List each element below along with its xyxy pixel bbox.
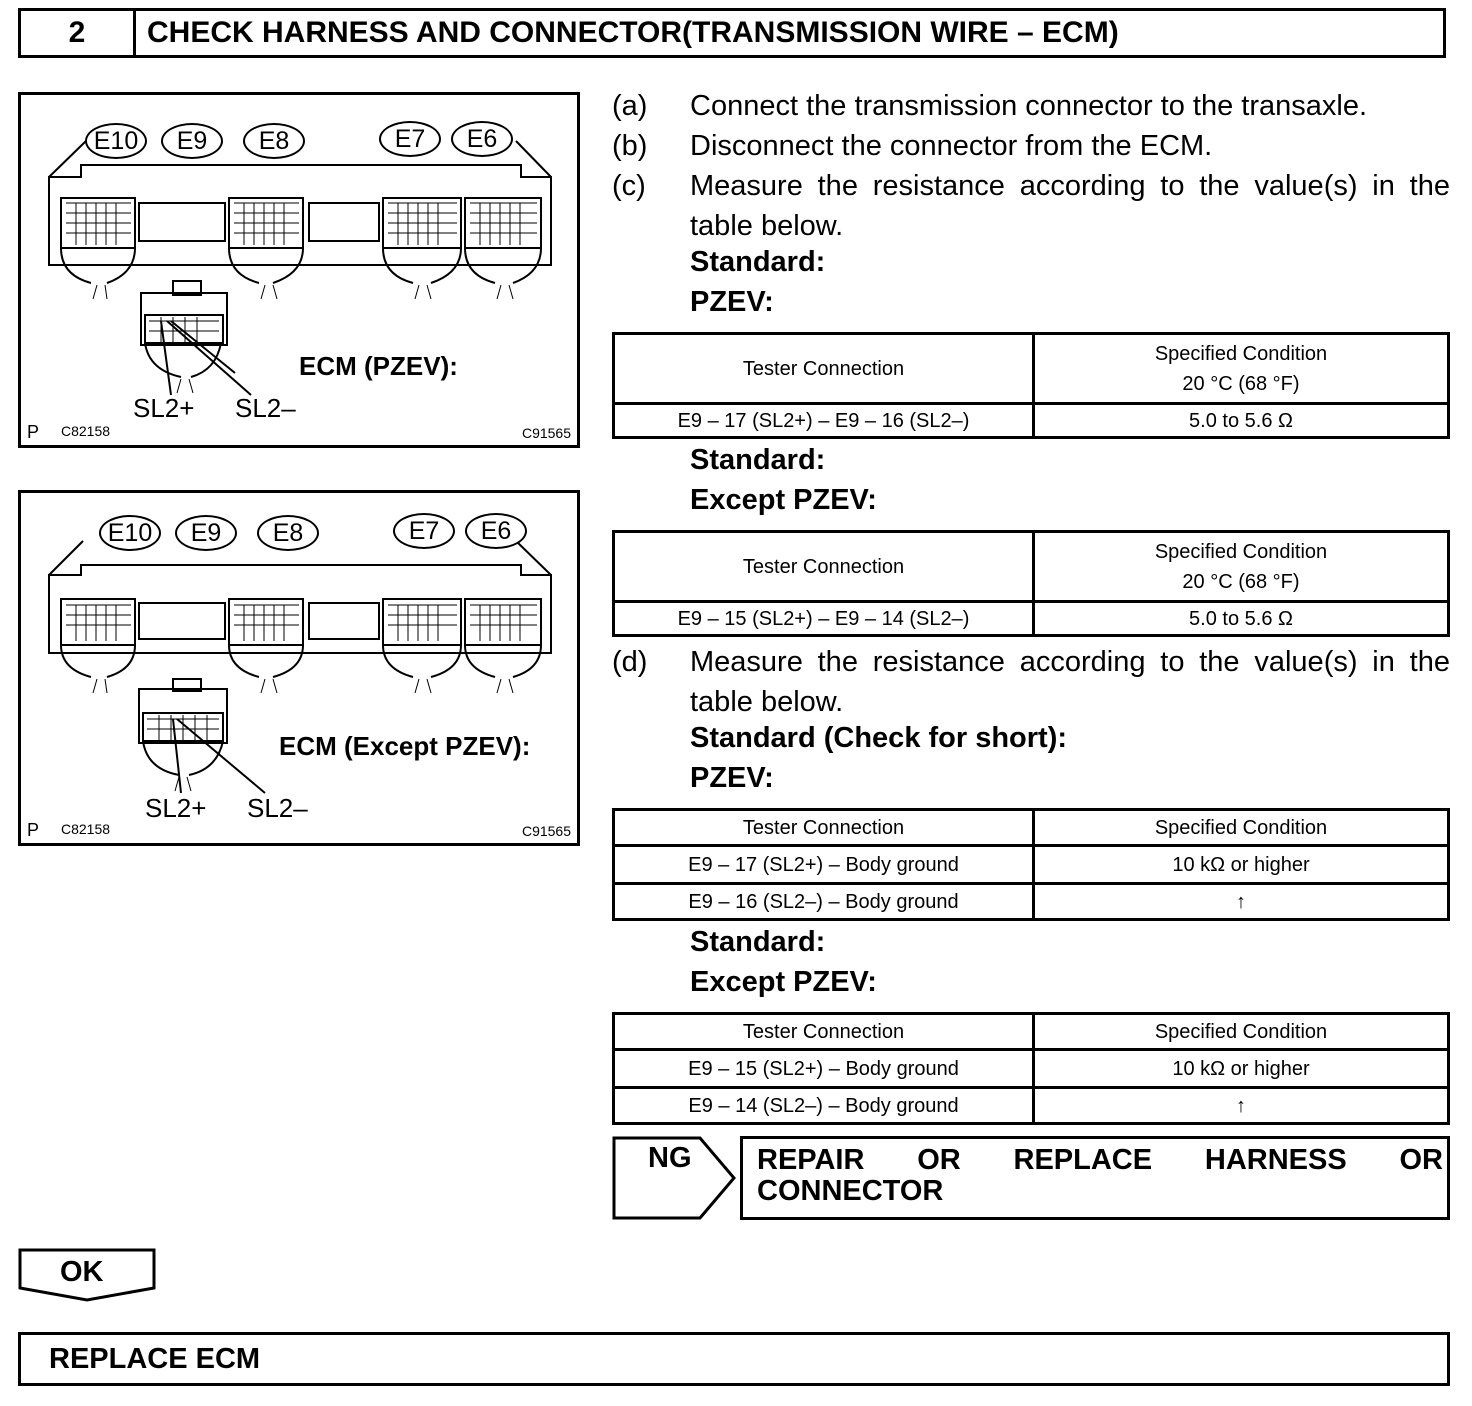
figure-caption: ECM (Except PZEV): (279, 731, 531, 761)
step-header (18, 8, 1446, 58)
connector-tag-e9: E9 (161, 123, 223, 159)
step-text-c-line2: table below. (690, 210, 844, 242)
label-standard: Standard: (690, 444, 826, 476)
figure-caption: ECM (PZEV): (299, 351, 458, 381)
table-cell-connection: E9 – 14 (SL2–) – Body ground (614, 1088, 1034, 1124)
table-cell-connection: E9 – 15 (SL2+) – E9 – 14 (SL2–) (614, 602, 1034, 636)
table-cell-condition: 10 kΩ or higher (1034, 1050, 1449, 1088)
figure-ecm-except-pzev (18, 490, 580, 846)
table-header-cell: Tester Connection (614, 1014, 1034, 1050)
ok-label: OK (60, 1256, 104, 1288)
label-pzev: PZEV: (690, 286, 774, 318)
label-except-pzev: Except PZEV: (690, 484, 877, 516)
table-row (614, 1050, 1449, 1088)
figure-ecm-pzev (18, 92, 580, 448)
connector-tag-e8: E8 (257, 515, 319, 551)
figure-code-left: C82158 (61, 821, 111, 837)
step-title: CHECK HARNESS AND CONNECTOR(TRANSMISSION WIRE – ECM) (147, 16, 1119, 49)
table-row (614, 884, 1449, 920)
table-cell-condition: 5.0 to 5.6 Ω (1034, 404, 1449, 438)
table-row (614, 1088, 1449, 1124)
ng-action-text: REPAIR OR REPLACE HARNESS OR CONNECTOR (757, 1144, 1443, 1207)
table-cell-condition: ↑ (1034, 1088, 1449, 1124)
step-text-c-line1: Measure the resistance according to the value(s) in the (690, 170, 1450, 202)
table-cell-connection: E9 – 17 (SL2+) – Body ground (614, 846, 1034, 884)
step-letter-d: (d) (612, 646, 648, 678)
spec-table-pzev-resistance (612, 332, 1450, 439)
table-cell-condition: 10 kΩ or higher (1034, 846, 1449, 884)
table-cell-connection: E9 – 17 (SL2+) – E9 – 16 (SL2–) (614, 404, 1034, 438)
pin-label-sl2-plus: SL2+ (145, 793, 207, 823)
table-header-cell: Tester Connection (614, 810, 1034, 846)
table-row (614, 846, 1449, 884)
table-header-cell: Tester Connection (614, 334, 1034, 404)
label-except-pzev: Except PZEV: (690, 966, 877, 998)
figure-code-left: C82158 (61, 423, 111, 439)
step-letter-a: (a) (612, 90, 648, 122)
final-action-box (18, 1332, 1450, 1386)
figure-code-right: C91565 (521, 425, 571, 441)
header-line: 20 °C (68 °F) (1182, 372, 1300, 395)
step-letter-c: (c) (612, 170, 646, 202)
table-header-cell: Specified Condition (1034, 810, 1449, 846)
spec-table-pzev-short (612, 808, 1450, 921)
header-line: 20 °C (68 °F) (1182, 570, 1300, 593)
figure-corner-letter: P (27, 820, 40, 840)
table-row (614, 404, 1449, 438)
step-text-a: Connect the transmission connector to the transaxle. (690, 90, 1368, 122)
header-line: Specified Condition (1154, 540, 1328, 563)
step-text-d-line2: table below. (690, 686, 844, 718)
figure-corner-letter: P (27, 422, 40, 442)
table-header-cell (1034, 334, 1449, 404)
spec-table-except-pzev-short (612, 1012, 1450, 1125)
step-letter-b: (b) (612, 130, 648, 162)
label-standard-check-short: Standard (Check for short): (690, 722, 1068, 754)
label-standard: Standard: (690, 926, 826, 958)
table-cell-connection: E9 – 15 (SL2+) – Body ground (614, 1050, 1034, 1088)
table-header-cell: Specified Condition (1034, 1014, 1449, 1050)
connector-tag-e7: E7 (393, 513, 455, 549)
table-cell-condition: ↑ (1034, 884, 1449, 920)
ng-action-box (740, 1136, 1450, 1220)
label-pzev: PZEV: (690, 762, 774, 794)
connector-tag-e6: E6 (465, 513, 527, 549)
step-number: 2 (21, 11, 136, 55)
step-text-b: Disconnect the connector from the ECM. (690, 130, 1213, 162)
table-cell-condition: 5.0 to 5.6 Ω (1034, 602, 1449, 636)
connector-tag-e10: E10 (99, 515, 161, 551)
table-row (614, 602, 1449, 636)
final-action-text: REPLACE ECM (49, 1342, 261, 1375)
pin-label-sl2-plus: SL2+ (133, 393, 195, 423)
spec-table-except-pzev-resistance (612, 530, 1450, 637)
step-text-d-line1: Measure the resistance according to the value(s) in the (690, 646, 1450, 678)
table-header-cell (1034, 532, 1449, 602)
connector-tag-e6: E6 (451, 121, 513, 157)
connector-tag-e7: E7 (379, 121, 441, 157)
ng-label: NG (648, 1142, 692, 1174)
connector-tag-e9: E9 (175, 515, 237, 551)
table-cell-connection: E9 – 16 (SL2–) – Body ground (614, 884, 1034, 920)
header-line: Specified Condition (1154, 342, 1328, 365)
pin-label-sl2-minus: SL2– (247, 793, 308, 823)
figure-code-right: C91565 (521, 823, 571, 839)
pin-label-sl2-minus: SL2– (235, 393, 296, 423)
connector-tag-e8: E8 (243, 123, 305, 159)
connector-tag-e10: E10 (85, 123, 147, 159)
table-header-cell: Tester Connection (614, 532, 1034, 602)
label-standard: Standard: (690, 246, 826, 278)
